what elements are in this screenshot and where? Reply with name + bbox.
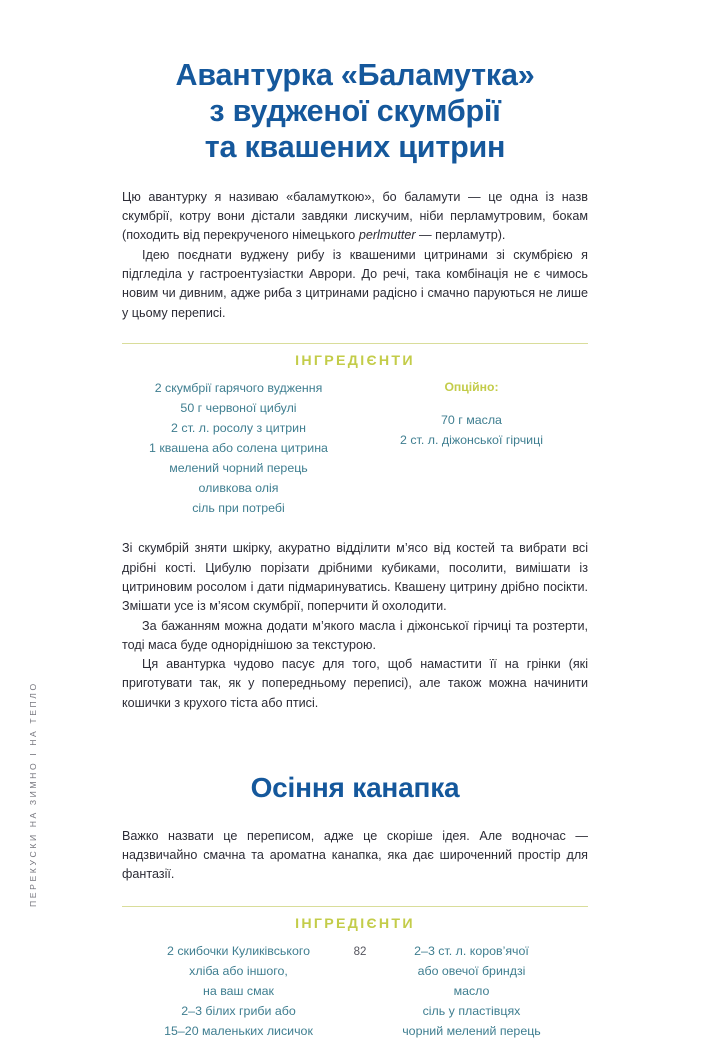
ingredient-item: 2 ст. л. діжонської гірчиці — [400, 432, 543, 447]
intro-text-a: Цю авантурку я називаю «баламуткою», бо баламути — це одна із назв скумбрії, котру вони дістали завдяки лискучим, ніби перламутровим, бокам (походить від перекрученого німецького — [122, 189, 588, 243]
recipe-2-intro — [122, 827, 588, 885]
recipe-1-intro-paragraph-1 — [122, 188, 588, 246]
recipe-1-title — [122, 58, 588, 166]
recipe-1-intro — [122, 188, 588, 323]
ingredient-item: або овечої бриндзі — [417, 963, 526, 978]
content-column — [122, 0, 588, 1041]
recipe-1-method — [122, 539, 588, 712]
ingredient-item: 2 скумбрії гарячого вудження — [154, 380, 323, 395]
ingredient-item: на ваш смак — [203, 983, 274, 998]
recipe-2-title: Осіння канапка — [250, 771, 460, 803]
recipe-1-ingredients-right-column — [355, 378, 588, 519]
ingredients-divider-rule — [122, 343, 588, 344]
running-head-vertical: ПЕРЕКУСКИ НА ЗИМНО І НА ТЕПЛО — [28, 681, 38, 907]
intro-text-b: — перламутр). — [415, 228, 506, 243]
foreign-word-perlmutter: perlmutter — [358, 228, 416, 243]
ingredient-item: сіль у пластівцях — [422, 1003, 521, 1018]
page-number: 82 — [353, 946, 367, 958]
ingredient-item: хліба або іншого, — [189, 963, 288, 978]
ingredient-item: 15–20 маленьких лисичок — [164, 1024, 313, 1039]
ingredient-item: чорний мелений перець — [402, 1024, 541, 1039]
recipe-1-title-line-2: з вудженої скумбрії — [209, 93, 501, 128]
recipe-1-method-paragraph-2: За бажанням можна додати м’якого масла і діжонської гірчиці та розтерти, тоді маса буде одноріднішою за текстурою. — [122, 618, 588, 652]
ingredient-item: 50 г червоної цибулі — [180, 400, 297, 415]
ingredient-item: мелений чорний перець — [169, 461, 308, 476]
recipe-1-ingredients-heading: ІНГРЕДІЄНТИ — [295, 352, 415, 369]
recipe-1-ingredients-columns — [122, 378, 588, 519]
ingredient-item: сіль при потребі — [192, 501, 285, 516]
ingredients-divider-rule — [122, 906, 588, 907]
recipe-1-intro-paragraph-2: Ідею поєднати вуджену рибу із квашеними цитринами зі скумбрією я підгледіла у гастроентузіастки Аврори. До речі, така комбінація не є чимось новим чи дивним, адже риба з цитринами радісно і смачно паруються не лише у цьому переписі. — [122, 247, 588, 320]
recipe-1-method-paragraph-1: Зі скумбрій зняти шкірку, акуратно відділити м’ясо від костей та вибрати всі дрібні кості. Цибулю порізати дрібними кубиками, посолити, вимішати із цитриновим росолом і дати підмаринуватись. Квашену цитрину дрібно посікти. Змішати усе із м’ясом скумбрії, поперчити й охолодити. — [122, 541, 588, 614]
recipe-1-ingredients-section — [122, 343, 588, 519]
ingredient-item: 70 г масла — [441, 412, 502, 427]
ingredient-item: 2 ст. л. росолу з цитрин — [171, 421, 306, 435]
ingredient-item: оливкова олія — [198, 481, 279, 496]
ingredient-item: масло — [453, 983, 490, 998]
ingredient-item: 2 скибочки Куликівського — [167, 943, 310, 958]
optional-ingredients-label: Опційно: — [444, 379, 499, 394]
recipe-2-ingredients-section — [122, 906, 588, 1041]
recipe-2-intro-paragraph: Важко назвати це переписом, адже це скоріше ідея. Але водночас — надзвичайно смачна та ароматна канапка, яка дає широченний простір для фантазії. — [122, 828, 588, 882]
ingredient-item: 2–3 ст. л. коров’ячої — [414, 943, 529, 958]
ingredient-item: 1 квашена або солена цитрина — [149, 441, 328, 456]
recipe-1-title-line-1: Авантурка «Баламутка» — [175, 58, 535, 92]
ingredient-item: 2–3 білих гриби або — [181, 1003, 296, 1018]
recipe-2-ingredients-heading: ІНГРЕДІЄНТИ — [295, 915, 415, 932]
recipe-1-method-paragraph-3: Ця авантурка чудово пасує для того, щоб намастити її на грінки (які приготувати так, як у попередньому переписі), але також можна начинити кошички з крухого тіста або птисі. — [122, 657, 588, 710]
recipe-1-title-line-3: та квашених цитрин — [204, 129, 506, 164]
recipe-1-ingredients-left-column — [122, 378, 355, 519]
